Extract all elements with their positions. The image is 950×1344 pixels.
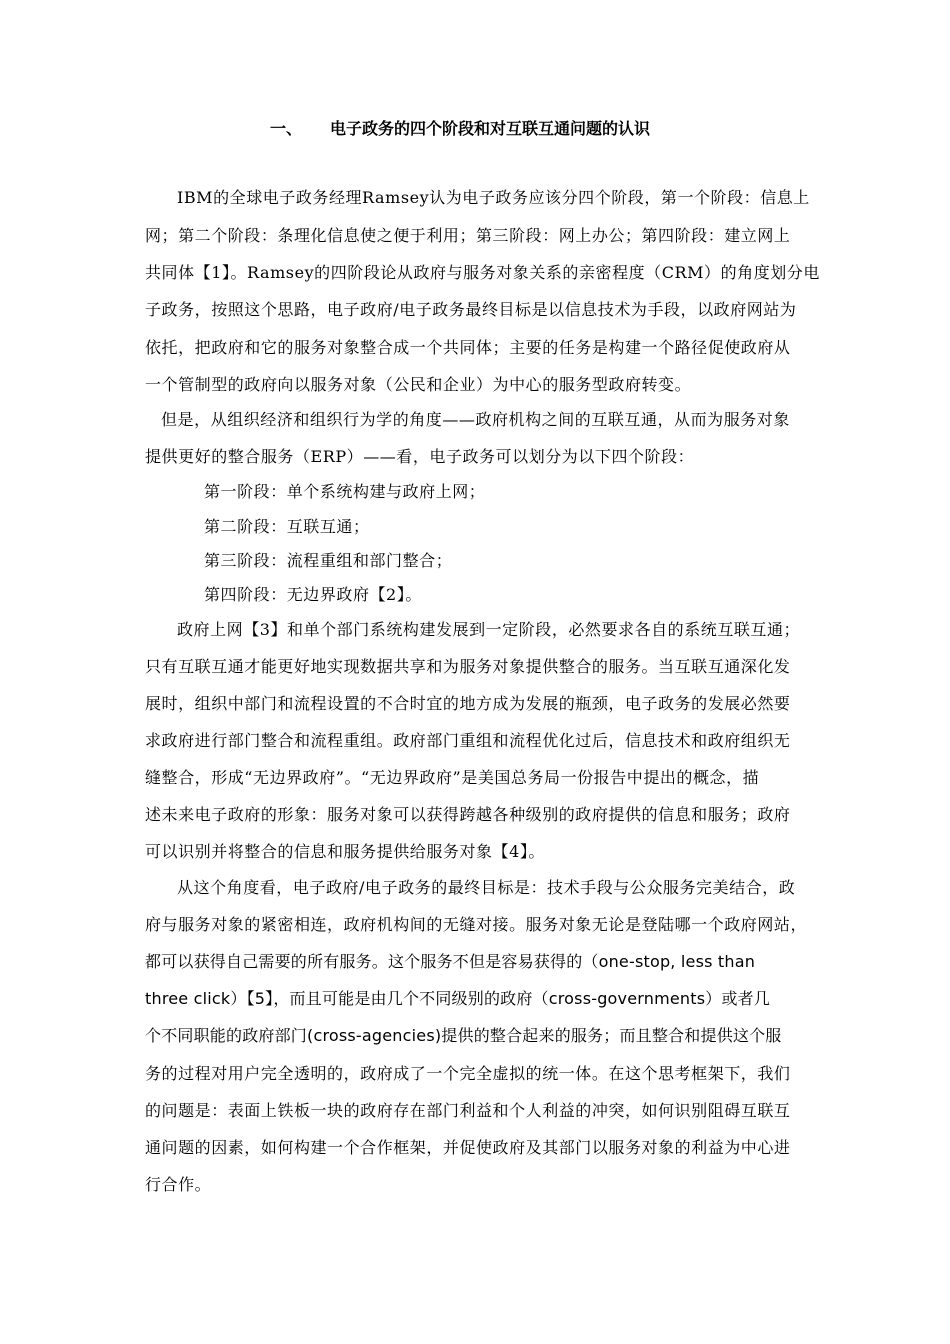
paragraph-line: 共同体【1】。Ramsey的四阶段论从政府与服务对象关系的亲密程度（CRM）的角度划分电 [145,263,820,282]
paragraph-line: 的问题是：表面上铁板一块的政府存在部门利益和个人利益的冲突，如何识别阻碍互联互 [145,1101,791,1120]
paragraph-line: 一个管制型的政府向以服务对象（公民和企业）为中心的服务型政府转变。 [145,375,692,394]
paragraph-line: three click）【5】，而且可能是由几个不同级别的政府（cross-governments）或者几 [145,989,771,1008]
paragraph-line: 府与服务对象的紧密相连，政府机构间的无缝对接。服务对象无论是登陆哪一个政府网站， [145,915,808,934]
paragraph-line: 提供更好的整合服务（ERP）——看，电子政务可以划分为以下四个阶段： [145,447,695,466]
paragraph-line: 从这个角度看，电子政府/电子政务的最终目标是：技术手段与公众服务完美结合，政 [177,878,796,897]
paragraph-line: 通问题的因素，如何构建一个合作框架，并促使政府及其部门以服务对象的利益为中心进 [145,1138,791,1157]
paragraph-line: 述未来电子政府的形象：服务对象可以获得跨越各种级别的政府提供的信息和服务；政府 [145,805,791,824]
paragraph-line: 展时，组织中部门和流程设置的不合时宜的地方成为发展的瓶颈，电子政务的发展必然要 [145,694,791,713]
paragraph-line: 子政务，按照这个思路，电子政府/电子政务最终目标是以信息技术为手段，以政府网站为 [145,300,797,319]
section-title: 电子政务的四个阶段和对互联互通问题的认识 [330,119,651,138]
paragraph-line: 行合作。 [145,1175,212,1194]
paragraph-line: 求政府进行部门整合和流程重组。政府部门重组和流程优化过后，信息技术和政府组织无 [145,731,791,750]
paragraph-line: 可以识别并将整合的信息和服务提供给服务对象【4】。 [145,842,545,861]
paragraph-line: 但是，从组织经济和组织行为学的角度——政府机构之间的互联互通，从而为服务对象 [161,410,790,429]
section-number: 一、 [270,119,303,138]
stage-item: 第一阶段：单个系统构建与政府上网； [204,482,486,501]
stage-item: 第二阶段：互联互通； [204,517,370,536]
paragraph-line: 网；第二个阶段：条理化信息使之便于利用；第三阶段：网上办公；第四阶段：建立网上 [145,226,791,245]
paragraph-line: 政府上网【3】和单个部门系统构建发展到一定阶段，必然要求各自的系统互联互通； [177,620,801,639]
paragraph-line: 都可以获得自己需要的所有服务。这个服务不但是容易获得的（one-stop, less than [145,952,756,971]
paragraph-line: 只有互联互通才能更好地实现数据共享和为服务对象提供整合的服务。当互联互通深化发 [145,657,791,676]
stage-item: 第四阶段：无边界政府【2】。 [204,585,422,604]
paragraph-line: 缝整合，形成“无边界政府”。“无边界政府”是美国总务局一份报告中提出的概念，描 [145,768,760,787]
paragraph-line: 个不同职能的政府部门(cross-agencies)提供的整合起来的服务；而且整合和提供这个服 [145,1026,782,1045]
paragraph-line: IBM的全球电子政务经理Ramsey认为电子政务应该分四个阶段，第一个阶段：信息上 [177,188,810,207]
stage-item: 第三阶段：流程重组和部门整合； [204,551,453,570]
paragraph-line: 务的过程对用户完全透明的，政府成了一个完全虚拟的统一体。在这个思考框架下，我们 [145,1064,791,1083]
section-heading [270,119,650,139]
paragraph-line: 依托，把政府和它的服务对象整合成一个共同体；主要的任务是构建一个路径促使政府从 [145,338,791,357]
